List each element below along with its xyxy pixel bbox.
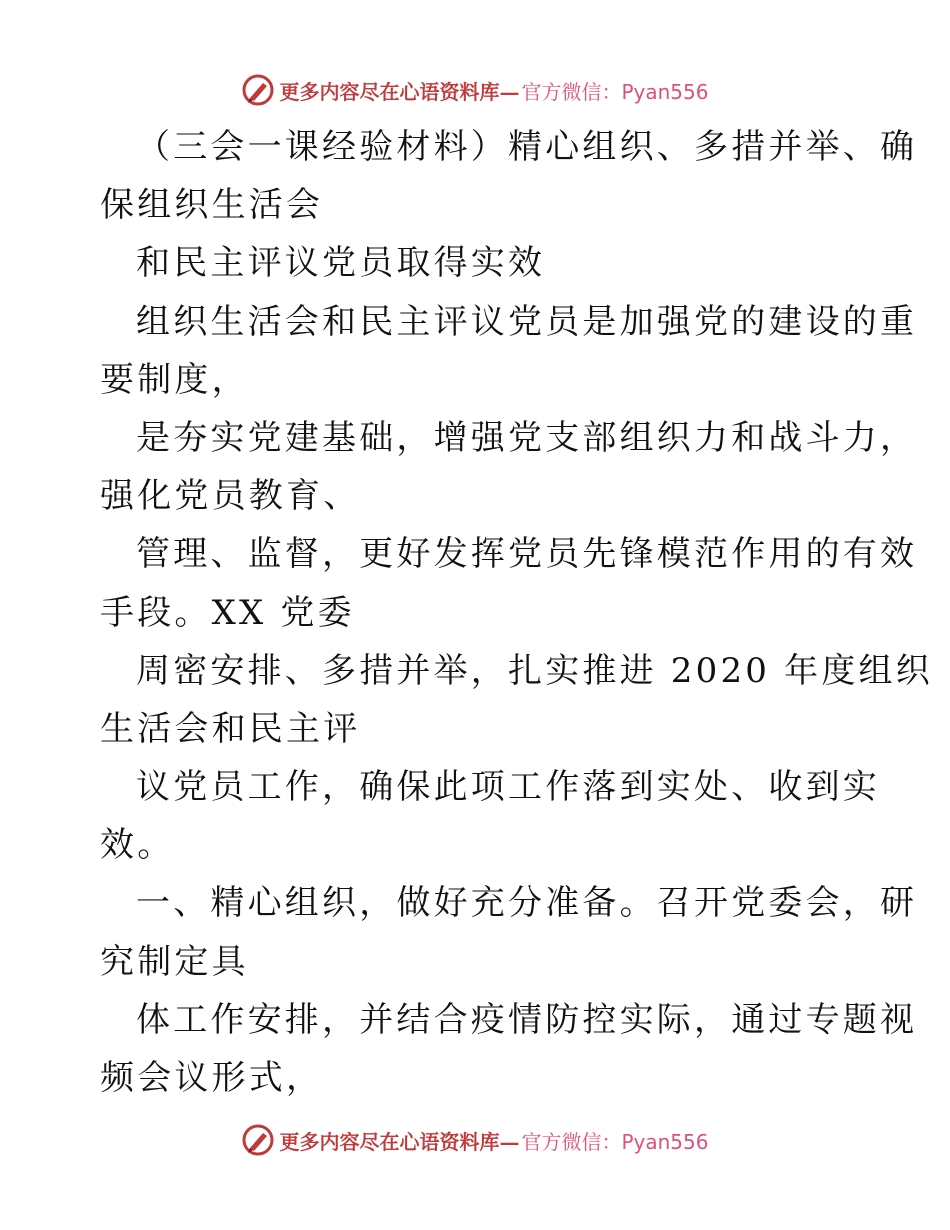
text-line: 效。	[100, 825, 175, 866]
text-line: 生活会和民主评	[100, 708, 361, 749]
text-line: 和民主评议党员取得实效	[136, 243, 546, 284]
text-line: 要制度，	[100, 359, 249, 400]
watermark-contact: 官方微信：Pyan556	[521, 1129, 709, 1154]
text-line: 手段。XX 党委	[100, 592, 355, 633]
pen-logo-icon	[241, 73, 275, 107]
text-line: 究制定具	[100, 941, 249, 982]
text-line: 频会议形式，	[100, 1058, 324, 1098]
pen-logo-icon	[241, 1123, 275, 1157]
document-body	[100, 118, 933, 1107]
header-watermark	[0, 70, 950, 110]
text-line: 是夯实党建基础，增强党支部组织力和战斗力，	[136, 417, 918, 458]
text-line: 议党员工作，确保此项工作落到实处、收到实	[136, 767, 880, 808]
text-line: 周密安排、多措并举，扎实推进 2020 年度组织	[136, 650, 933, 691]
text-line: 管理、监督，更好发挥党员先锋模范作用的有效	[136, 534, 918, 575]
footer-watermark	[0, 1120, 950, 1160]
text-line: 一、精心组织，做好充分准备。召开党委会，研	[136, 883, 918, 924]
text-line: 组织生活会和民主评议党员是加强党的建设的重	[136, 301, 918, 342]
watermark-text: 更多内容尽在心语资料库—	[279, 79, 520, 104]
text-line: （三会一课经验材料）精心组织、多措并举、确	[136, 127, 918, 167]
watermark-contact: 官方微信：Pyan556	[521, 79, 709, 104]
text-line: 体工作安排，并结合疫情防控实际，通过专题视	[136, 999, 918, 1040]
watermark-text: 更多内容尽在心语资料库—	[279, 1129, 520, 1154]
text-line: 保组织生活会	[100, 185, 324, 226]
text-line: 强化党员教育、	[100, 476, 361, 517]
